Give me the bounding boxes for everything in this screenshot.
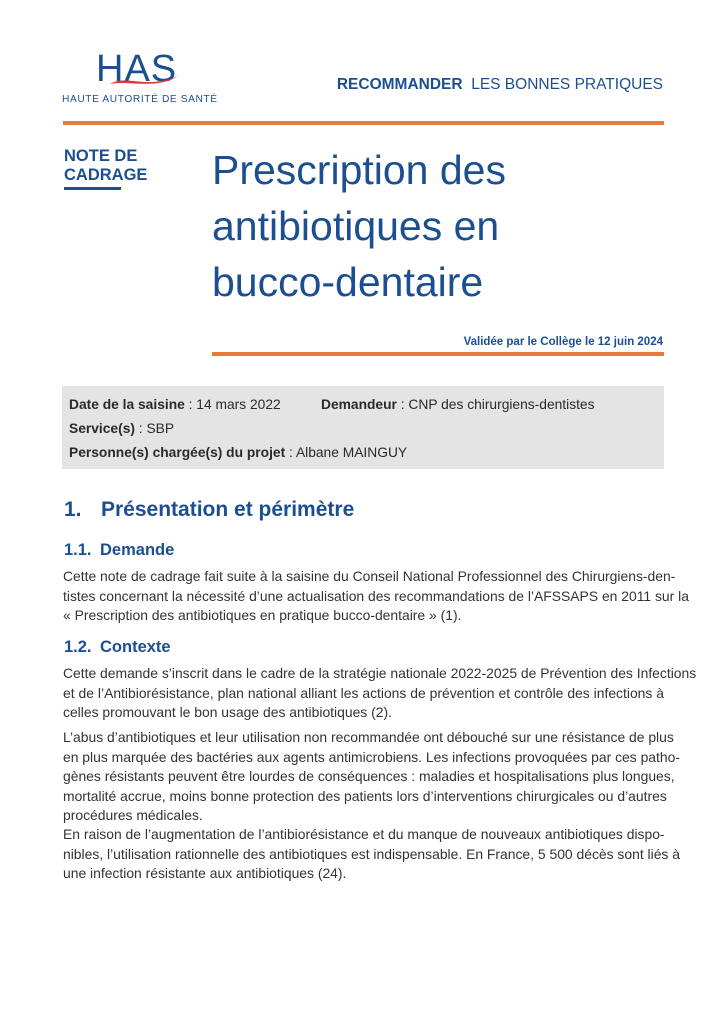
service-value: : SBP [134, 421, 175, 436]
text-line: nibles, l’utilisation rationnelle des antibiotiques est indispensable. En France, 5 500 décès sont liés à [63, 845, 680, 862]
text-line: en plus marquée des bactéries aux agents antimicrobiens. Les infections provoquées par ces patho- [63, 748, 680, 765]
paragraph [63, 825, 680, 884]
text-line: et de l’Antibiorésistance, plan national alliant les actions de prévention et contrôle des infections à [63, 684, 664, 701]
text-line: mortalité accrue, moins bonne protection des patients lors d’interventions chirurgicales ou d’autres [63, 787, 667, 804]
text-line: En raison de l’augmentation de l’antibiorésistance et du manque de nouveaux antibiotiques dispo- [63, 826, 665, 842]
text-line: celles promouvant le bon usage des antibiotiques (2). [63, 704, 392, 720]
subsection-title: Contexte [100, 638, 171, 656]
info-row-service [69, 421, 174, 436]
person-value: : Albane MAINGUY [285, 445, 408, 460]
has-logo [62, 50, 222, 112]
header-divider [63, 121, 664, 125]
service-label: Service(s) [69, 421, 135, 436]
logo-swoosh-icon [96, 68, 186, 90]
doc-type-line1: NOTE DE [64, 147, 138, 165]
paragraph [63, 664, 697, 723]
text-line: une infection résistante aux antibiotiques (24). [63, 865, 347, 881]
tagline-regular: LES BONNES PRATIQUES [471, 76, 663, 93]
text-line: procédures médicales. [63, 807, 203, 823]
logo-subtitle: HAUTE AUTORITÉ DE SANTÉ [62, 94, 218, 105]
info-row-date [69, 397, 281, 412]
paragraph [63, 567, 689, 626]
subsection-number: 1.1. [64, 541, 92, 559]
date-label: Date de la saisine [69, 397, 185, 412]
requester-label: Demandeur [321, 397, 397, 412]
date-value: : 14 mars 2022 [184, 397, 281, 412]
validation-date: Validée par le Collège le 12 juin 2024 [463, 336, 663, 348]
title-line: Prescription des [212, 147, 506, 193]
logo-acronym: HAS [96, 48, 178, 90]
doc-type-line2: CADRAGE [64, 166, 148, 184]
text-line: gènes résistants peuvent être lourdes de conséquences : maladies et hospitalisations plus longues, [63, 768, 675, 784]
subsection-number: 1.2. [64, 638, 92, 656]
title-line: bucco-dentaire [212, 259, 484, 305]
subsection-heading [64, 541, 174, 560]
info-row-person [69, 445, 407, 460]
text-line: Cette note de cadrage fait suite à la saisine du Conseil National Professionnel des Chirurgiens-den- [63, 568, 676, 584]
doc-type-label [64, 147, 147, 185]
info-row-requester [321, 397, 595, 412]
section-number: 1. [64, 498, 82, 521]
requester-value: : CNP des chirurgiens-dentistes [396, 397, 595, 412]
doc-type-underline [64, 187, 121, 190]
section-title: Présentation et périmètre [101, 498, 355, 521]
person-label: Personne(s) chargée(s) du projet [69, 445, 286, 460]
tagline-bold: RECOMMANDER [336, 76, 463, 93]
page-title [212, 142, 652, 310]
text-line: Cette demande s’inscrit dans le cadre de la stratégie nationale 2022-2025 de Prévention des Infections [63, 665, 697, 681]
info-box [62, 386, 664, 469]
text-line: tistes concernant la nécessité d’une actualisation des recommandations de l’AFSSAPS en 2011 sur la [63, 587, 689, 604]
title-divider [212, 352, 664, 356]
section-heading [64, 498, 354, 522]
text-line: « Prescription des antibiotiques en pratique bucco-dentaire » (1). [63, 607, 462, 623]
paragraph [63, 728, 680, 826]
subsection-heading [64, 638, 171, 657]
text-line: L’abus d’antibiotiques et leur utilisation non recommandée ont débouché sur une résistance de plus [63, 729, 674, 745]
subsection-title: Demande [100, 541, 175, 559]
header-tagline [337, 76, 663, 94]
title-line: antibiotiques en [212, 203, 500, 249]
